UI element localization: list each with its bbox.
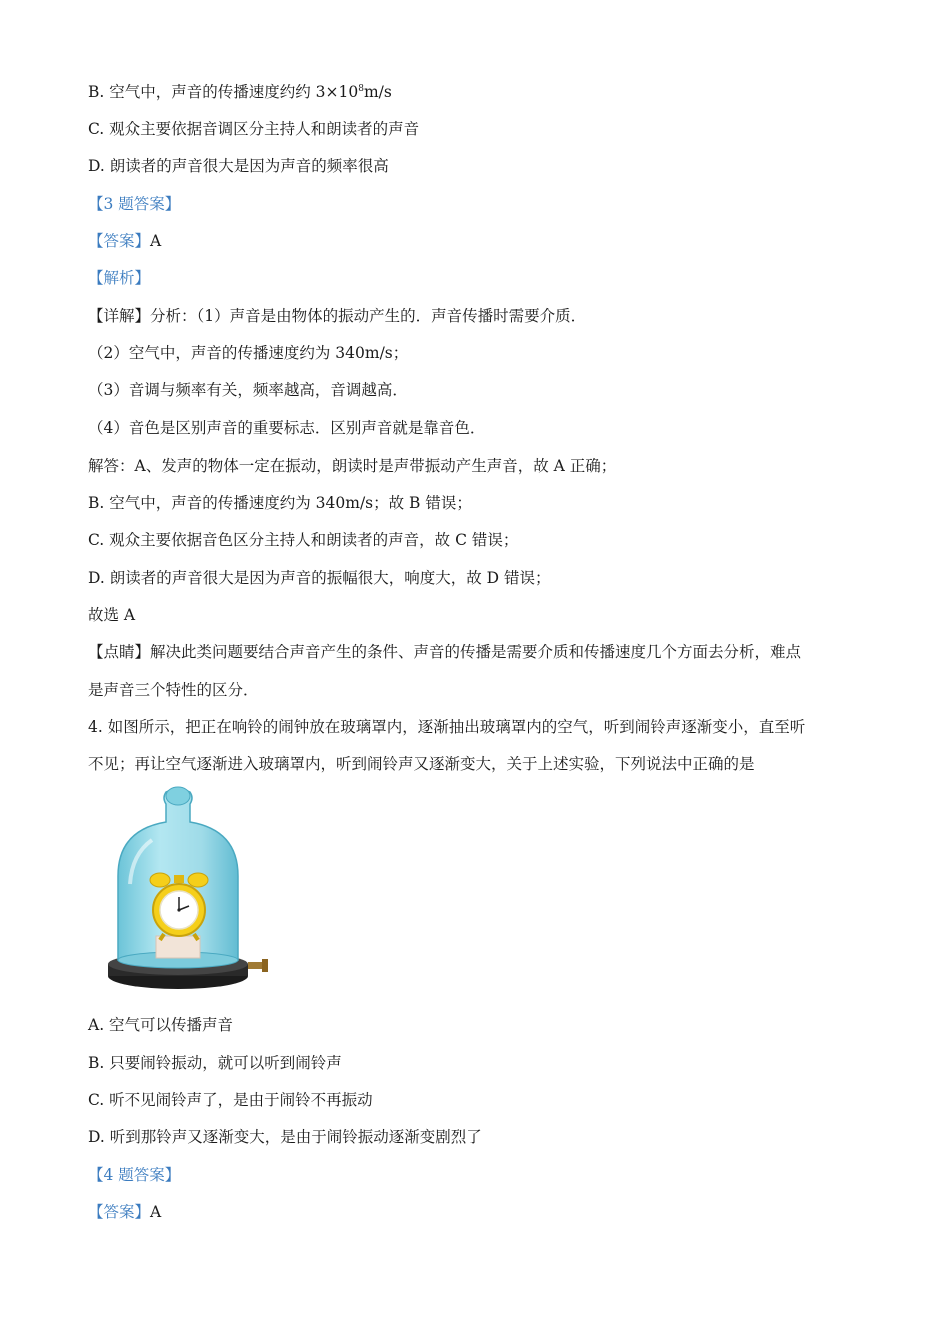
valve	[248, 962, 264, 969]
prev-option-c: C. 观众主要依据音调区分主持人和朗读者的声音	[88, 120, 420, 138]
q3-answer: 【答案】A	[88, 232, 162, 250]
bell-jar-alarm-clock-illustration	[100, 784, 280, 1006]
q4-option-c: C. 听不见闹铃声了，是由于闹铃不再振动	[88, 1091, 373, 1109]
q4-option-d: D. 听到那铃声又逐渐变大，是由于闹铃振动逐渐变剧烈了	[88, 1128, 482, 1146]
bell-jar-figure	[100, 784, 280, 1006]
q4-answer: 【答案】A	[88, 1203, 162, 1221]
q3-choose: 故选 A	[88, 606, 136, 624]
q3-comment-1: 【点睛】解决此类问题要结合声音产生的条件、声音的传播是需要介质和传播速度几个方面去分析，难点	[88, 643, 802, 661]
q4-answer-header: 【4 题答案】	[88, 1166, 181, 1184]
q3-solution-b: B. 空气中，声音的传播速度约为 340m/s；故 B 错误；	[88, 494, 472, 512]
q3-solution-c: C. 观众主要依据音色区分主持人和朗读者的声音，故 C 错误；	[88, 531, 519, 549]
q3-solution-a: 解答：A、发声的物体一定在振动，朗读时是声带振动产生声音，故 A 正确；	[88, 457, 617, 475]
q4-stem-1: 4. 如图所示，把正在响铃的闹钟放在玻璃罩内，逐渐抽出玻璃罩内的空气，听到闹铃声逐渐变小，直至听	[88, 718, 806, 736]
q4-stem-2: 不见；再让空气逐渐进入玻璃罩内，听到闹铃声又逐渐变大，关于上述实验，下列说法中正确的是	[88, 755, 755, 773]
q3-solution-d: D. 朗读者的声音很大是因为声音的振幅很大，响度大，故 D 错误；	[88, 569, 551, 587]
q3-detail-4: （4）音色是区别声音的重要标志．区别声音就是靠音色．	[88, 419, 486, 437]
q3-detail-3: （3）音调与频率有关，频率越高，音调越高．	[88, 381, 408, 399]
q3-comment-2: 是声音三个特性的区分．	[88, 681, 259, 699]
q3-detail-1: 【详解】分析：（1）声音是由物体的振动产生的．声音传播时需要介质．	[88, 307, 587, 325]
q3-analysis-tag: 【解析】	[88, 269, 151, 287]
prev-option-d: D. 朗读者的声音很大是因为声音的频率很高	[88, 157, 389, 175]
q3-detail-2: （2）空气中，声音的传播速度约为 340m/s；	[88, 344, 409, 362]
q4-option-b: B. 只要闹铃振动，就可以听到闹铃声	[88, 1054, 342, 1072]
q3-answer-header: 【3 题答案】	[88, 195, 181, 213]
q4-option-a: A. 空气可以传播声音	[88, 1016, 234, 1034]
prev-option-b: B. 空气中，声音的传播速度约约 $3\times 10^8m/s$	[88, 83, 392, 101]
